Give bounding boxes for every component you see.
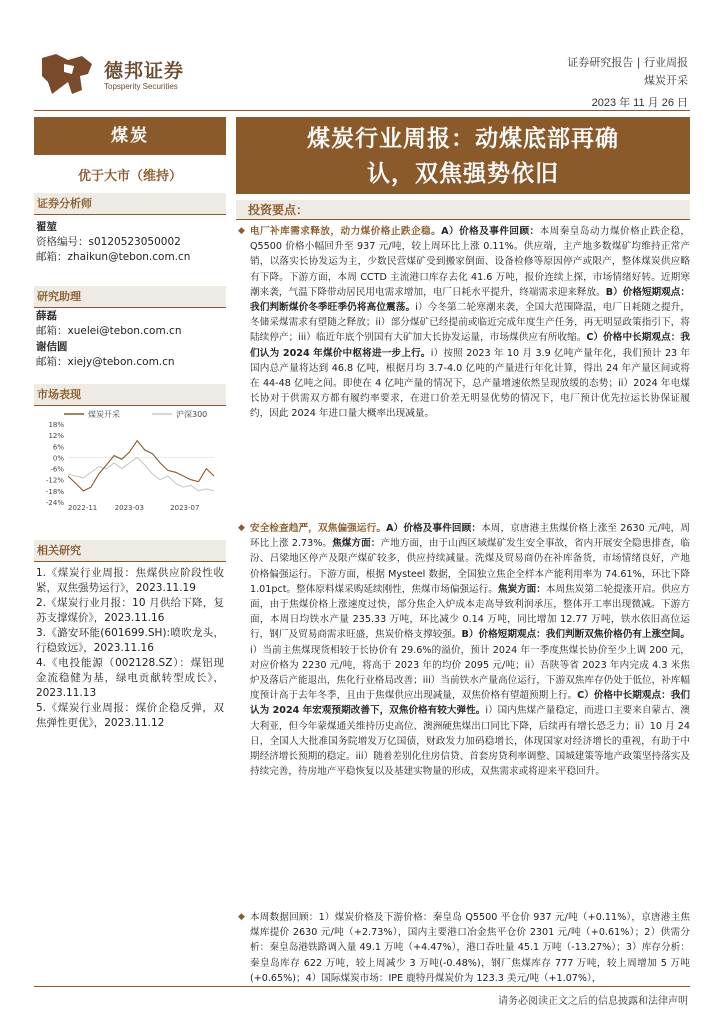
paragraph-thermal-coal [236, 224, 690, 422]
legend-label: 沪深300 [176, 410, 208, 419]
bullet-icon: ◆ [238, 226, 245, 236]
related-research-list [36, 566, 224, 731]
para2-text-b: i）当前主焦煤现货相较于长协价有 29.6%的溢价，预计 2024 年一季度焦煤长协价至少上调 200 元，对应价格为 2230 元/吨，将高于 2023 年的均价 2095 元/吨；ii）吾陕等省 2023 年内完成 4.3 米焦炉及落后产能退出，焦化行业格局改善；iii）当前铁水产量高位运行，下游双焦库存仍处于低位，补库幅度预计高于去年冬季，且由于焦煤供应出现减量，双焦价格有望超预期上行。 [250, 644, 690, 702]
assistant2-email[interactable]: 邮箱：xiejy@tebon.com.cn [36, 356, 175, 368]
footer-divider [34, 986, 690, 987]
industry-label: 煤炭 [34, 117, 226, 155]
para2-text-c: i）国内焦煤产量稳定，而进口主要来自蒙古、澳大利亚，但今年蒙煤通关维持历史高位、澳洲硬焦煤出口同比下降，后续再有增长恐乏力；ii）10 月 24 日，全国人大批准国务院增发万亿国债，财政发力加码稳增长，体现国家对经济增长的重视，有助于中期经济增长预期的稳定。iii）随着差别化住房信贷、首套房贷利率调整、国城建策等地产政策坚持落实及持续完善，待房地产平稳恢复以及基建实物量的形成，双焦需求或将迎来平稳回升。 [250, 705, 690, 778]
related-item[interactable]: 1.《煤炭行业周报：焦煤供应阶段性收紧，双焦强势运行》，2023.11.19 [36, 567, 224, 594]
related-item[interactable]: 4.《电投能源（002128.SZ）：煤铝现金流稳健为基，绿电贡献转型成长》，2023.11.13 [36, 657, 224, 699]
related-section-header: 相关研究 [34, 540, 226, 562]
analyst-section-header: 证券分析师 [34, 193, 226, 215]
para1-section-b: B）价格短期观点：我们判断煤价冬季旺季仍将高位震荡。 [250, 286, 691, 314]
para2-coking-head: 焦煤方面： [332, 538, 381, 550]
report-title [236, 117, 690, 194]
y-tick-label: -24% [45, 499, 64, 507]
header-divider [34, 110, 690, 111]
related-item[interactable]: 5.《煤炭行业周报：煤价企稳反弹，双焦弹性更优》，2023.11.12 [36, 702, 224, 729]
paragraph-weekly-data [236, 910, 690, 986]
para1-text-a: 本周秦皇岛动力煤价格止跌企稳，Q5500 价格小幅回升至 937 元/吨，较上周环比上涨 0.11%。供应端，主产地多数煤矿均维持正常产销，以落实长协发运为主，少数民营煤矿受到搬家倒面、设备检修等原因停产或限产，整体煤炭供应略有下降。下游方面，本周 CCTD 主流港口库存去化 41.6 万吨，报价连续上探，市场情绪好转。近期寒潮来袭，气温下降带动居民用电需求增加，电厂日耗水平提升，终端需求迎来释放。 [250, 226, 691, 298]
analyst-name: 翟堃 [36, 221, 57, 233]
para1-section-c: C）价格中长期观点：我们认为 2024 年煤价中枢将进一步上行。 [250, 332, 690, 359]
bull-logo-icon [38, 50, 96, 98]
para1-section-a: A）价格及事件回顾： [441, 226, 540, 237]
report-sector: 煤炭开采 [644, 74, 688, 87]
market-chart-svg [34, 404, 226, 512]
y-tick-label: -12% [45, 476, 64, 485]
assistant-section-header: 研究助理 [34, 286, 226, 308]
series-line [68, 457, 214, 491]
market-section-header: 市场表现 [34, 384, 226, 406]
y-tick-label: -18% [45, 487, 64, 496]
analyst-cert: 资格编号：s0120523050002 [36, 236, 181, 248]
company-name-cn: 德邦证券 [104, 60, 185, 82]
x-tick-label: 2023-03 [114, 504, 144, 512]
paragraph-coking-coal [236, 521, 690, 779]
y-tick-label: 0% [52, 454, 64, 463]
x-tick-label: 2022-11 [68, 504, 98, 512]
industry-rating: 优于大市（维持） [77, 169, 182, 184]
bullet-icon: ◆ [238, 912, 245, 922]
para1-text-c: i）按照 2023 年 10 月 3.9 亿吨产量年化，我们预计 23 年国内总产量将达到 46.8 亿吨，根据月均 3.7-4.0 亿吨的产量进行年化计算，得出 24 年产量区间或将在 44-48 亿吨之间。即使在 4 亿吨产量的情况下，总产量增速依然呈现放缓的态势；ii）2024 年电煤长协对于供需双方都有履约率要求，在进口价差无明显优势的情况下，电厂预计优先拉运长协保证履约，因此 2024 年进口量大概率出现减量。 [250, 347, 690, 420]
para2-text-a: 本周，京唐港主焦煤价格上涨至 2630 元/吨，周环比上涨 2.73%。 [250, 523, 690, 550]
series-line [68, 441, 214, 491]
legend-label: 煤炭开采 [88, 410, 120, 419]
investment-highlights-header: 投资要点： [236, 200, 690, 220]
para2-section-c: C）价格中长期观点：我们认为 2024 年宏观预期改善下，双焦价格有较大弹性。 [250, 690, 690, 717]
company-name-en: Topsperity Securities [104, 82, 178, 91]
para2-section-b: B）价格短期观点：我们判断双焦价格仍有上涨空间。 [461, 629, 691, 641]
bullet-icon: ◆ [238, 523, 245, 533]
assistant1-email[interactable]: 邮箱：xuelei@tebon.com.cn [36, 325, 182, 337]
para2-coking-text: 产地方面，由于山西区域煤矿发生安全事故，省内开展安全隐患排查，临汾、吕梁地区停产及限产煤矿较多，供应持续减量。洗煤及贸易商仍在补库备货，市场情绪良好，产地价格偏强运行。下游方面，根据 Mysteel 数据，全国独立焦企全样本产能利用率为 74.61%，环比下降 1.01pct。整体原料煤采购延续刚性，焦煤市场偏强运行。 [250, 538, 691, 595]
report-title-line1: 煤炭行业周报：动煤底部再确 [307, 125, 619, 152]
para1-highlight: 电厂补库需求释放，动力煤价格止跌企稳。 [250, 226, 442, 237]
report-type: 证券研究报告 | 行业周报 [567, 56, 688, 69]
footer-disclaimer: 请务必阅读正文之后的信息披露和法律声明 [498, 996, 688, 1007]
y-tick-label: 18% [48, 421, 64, 429]
para2-section-a: A）价格及事件回顾： [386, 523, 482, 534]
para3-text: 本周数据回顾：1）煤炭价格及下游价格：秦皇岛 Q5500 平仓价 937 元/吨（+0.11%），京唐港主焦煤库提价 2630 元/吨（+2.73%），国内主要港口冶金焦平仓价 2301 元/吨（+0.61%）；2）供需分析：秦皇岛港铁路调入量 49.1 万吨（+4.47%），港口吞吐量 45.1 万吨（-13.27%）；3）库存分析：秦皇岛库存 622 万吨，较上周减少 3 万吨(-0.48%)，钢厂焦煤库存 777 万吨，较上周增加 5 万吨(+0.65%)；4）国际煤炭市场：IPE 鹿特丹煤炭价为 123.3 美元/吨（+1.07%）， [250, 912, 690, 984]
para2-coke-text: 本周焦炭第二轮提涨开启。供应方面，由于焦煤价格上涨速度过快，部分焦企入炉成本走高导致利润承压，整体开工率出现微减。下游方面，本周日均铁水产量 235.33 万吨，环比减少 0.14 万吨，同比增加 12.77 万吨，铁水依旧高位运行，钢厂及贸易商需求旺盛，焦炭价格支撑较强。 [250, 583, 690, 641]
x-tick-label: 2023-07 [170, 504, 200, 512]
y-tick-label: 6% [52, 443, 64, 452]
related-item[interactable]: 3.《潞安环能(601699.SH):喷吹龙头，行稳致远》，2023.11.16 [36, 627, 224, 654]
market-performance-chart [34, 404, 226, 512]
assistant1-name: 薛磊 [36, 310, 57, 322]
y-tick-label: -6% [50, 465, 64, 474]
para2-coke-head: 焦炭方面： [497, 583, 546, 595]
y-tick-label: 12% [48, 432, 64, 441]
report-date: 2023 年 11 月 26 日 [591, 97, 688, 109]
para1-text-b: i）今冬第二轮寒潮来袭，全国大范围降温，电厂日耗随之提升，冬储采煤需求有望随之释放；ii）部分煤矿已经提前或临近完成年度生产任务，再无明显政策指引下，将陆续停产；iii）临近年底个别国有大矿加大长协发运量，市场煤供应有所收缩。 [250, 302, 690, 344]
related-item[interactable]: 2.《煤炭行业月报：10 月供给下降，复苏支撑煤价》，2023.11.16 [36, 597, 224, 624]
report-title-line2: 认，双焦强势依旧 [367, 160, 559, 187]
assistant2-name: 谢佶圆 [36, 341, 68, 353]
para2-highlight: 安全检查趋严，双焦偏强运行。 [250, 523, 387, 534]
company-logo [38, 50, 188, 98]
analyst-email[interactable]: 邮箱：zhaikun@tebon.com.cn [36, 251, 191, 263]
